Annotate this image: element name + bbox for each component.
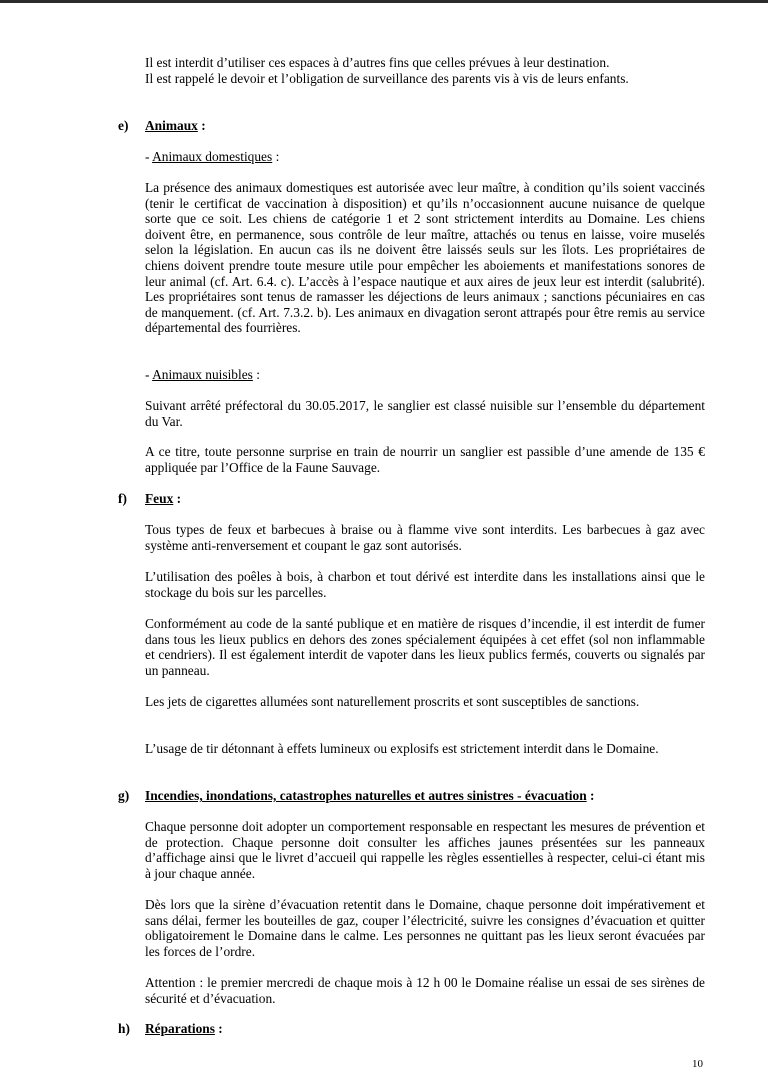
section-title: Réparations xyxy=(145,1021,215,1036)
section-letter: h) xyxy=(118,1021,130,1036)
paragraph-sanglier: Suivant arrêté préfectoral du 30.05.2017, le sanglier est classé nuisible sur l’ensemble du département du Var. xyxy=(145,398,705,429)
paragraph-evacuation-3: Attention : le premier mercredi de chaque mois à 12 h 00 le Domaine réalise un essai de ses sirènes de sécurité et d’évacuation. xyxy=(145,975,705,1006)
section-heading-h: h) Réparations : xyxy=(118,1021,223,1036)
paragraph-animaux-domestiques: La présence des animaux domestiques est autorisée avec leur maître, à condition qu’ils soient vaccinés (tenir le certificat de vaccination à disposition) et qu’ils n’occasionnent aucune nuisance de quelque sorte que ce soit. Les chiens de catégorie 1 et 2 sont strictement interdits au Domaine. Les chiens doivent être, en permanence, sous contrôle de leur maître, attachés ou tenus en laisse, voire muselés selon la législation. En aucun cas ils ne doivent être laissés seuls sur les îlots. Les propriétaires de chiens doivent prendre toute mesure utile pour empêcher les aboiements et manifestations sonores de leur animal (cf. Art. 6.4. c). L’accès à l’espace nautique et aux aires de jeux leur est interdit (salubrité). Les propriétaires sont tenus de ramasser les déjections de leurs animaux ; sanctions pécuniaires en cas de manquement. (cf. Art. 7.3.2. b). Les animaux en divagation seront attrapés pour être remis au service départemental des fourrières. xyxy=(145,180,705,336)
section-heading-g: g) Incendies, inondations, catastrophes naturelles et autres sinistres - évacuation : xyxy=(118,788,595,803)
section-title: Incendies, inondations, catastrophes naturelles et autres sinistres - évacuation xyxy=(145,788,587,803)
paragraph-feux-3: Conformément au code de la santé publique et en matière de risques d’incendie, il est interdit de fumer dans tous les lieux publics en dehors des zones spécialement équipées à cet effet (sol non inflammable et cendriers). Il est également interdit de vapoter dans les lieux publics fermés, couverts ou signalés par un panneau. xyxy=(145,616,705,678)
section-letter: g) xyxy=(118,788,130,803)
paragraph-feux-4: Les jets de cigarettes allumées sont naturellement proscrits et sont susceptibles de sanctions. xyxy=(145,694,640,709)
page-number: 10 xyxy=(692,1058,703,1070)
section-title: Feux xyxy=(145,491,174,506)
paragraph-feux-2: L’utilisation des poêles à bois, à charbon et tout dérivé est interdite dans les installations ainsi que le stockage du bois sur les parcelles. xyxy=(145,569,705,600)
section-letter: e) xyxy=(118,118,129,133)
top-border xyxy=(0,0,768,3)
subheading-animaux-domestiques: - Animaux domestiques : xyxy=(145,149,280,164)
section-heading-f: f) Feux : xyxy=(118,491,182,506)
paragraph-amende: A ce titre, toute personne surprise en train de nourrir un sanglier est passible d’une amende de 135 € appliquée par l’Office de la Faune Sauvage. xyxy=(145,444,705,475)
section-letter: f) xyxy=(118,491,127,506)
paragraph-feux-5: L’usage de tir détonnant à effets lumineux ou explosifs est strictement interdit dans le Domaine. xyxy=(145,741,659,756)
intro-paragraph-1: Il est interdit d’utiliser ces espaces à d’autres fins que celles prévues à leur destination. xyxy=(145,55,610,70)
section-heading-e: e) Animaux : xyxy=(118,118,206,133)
paragraph-feux-1: Tous types de feux et barbecues à braise ou à flamme vive sont interdits. Les barbecues à gaz avec système anti-renversement et coupant le gaz sont autorisés. xyxy=(145,522,705,553)
section-title: Animaux xyxy=(145,118,198,133)
subheading-animaux-nuisibles: - Animaux nuisibles : xyxy=(145,367,260,382)
paragraph-evacuation-2: Dès lors que la sirène d’évacuation retentit dans le Domaine, chaque personne doit impérativement et sans délai, fermer les bouteilles de gaz, couper l’électricité, suivre les consignes d’évacuation et quitter obligatoirement le Domaine dans le calme. Les personnes ne quittant pas les lieux seront évacuées par les forces de l’ordre. xyxy=(145,897,705,959)
intro-paragraph-2: Il est rappelé le devoir et l’obligation de surveillance des parents vis à vis de leurs enfants. xyxy=(145,71,629,86)
paragraph-evacuation-1: Chaque personne doit adopter un comportement responsable en respectant les mesures de prévention et de protection. Chaque personne doit consulter les affiches jaunes présentées sur les panneaux d’affichage ainsi que le livret d’accueil qui rappelle les règles essentielles à respecter, celui-ci étant mis à jour chaque année. xyxy=(145,819,705,881)
